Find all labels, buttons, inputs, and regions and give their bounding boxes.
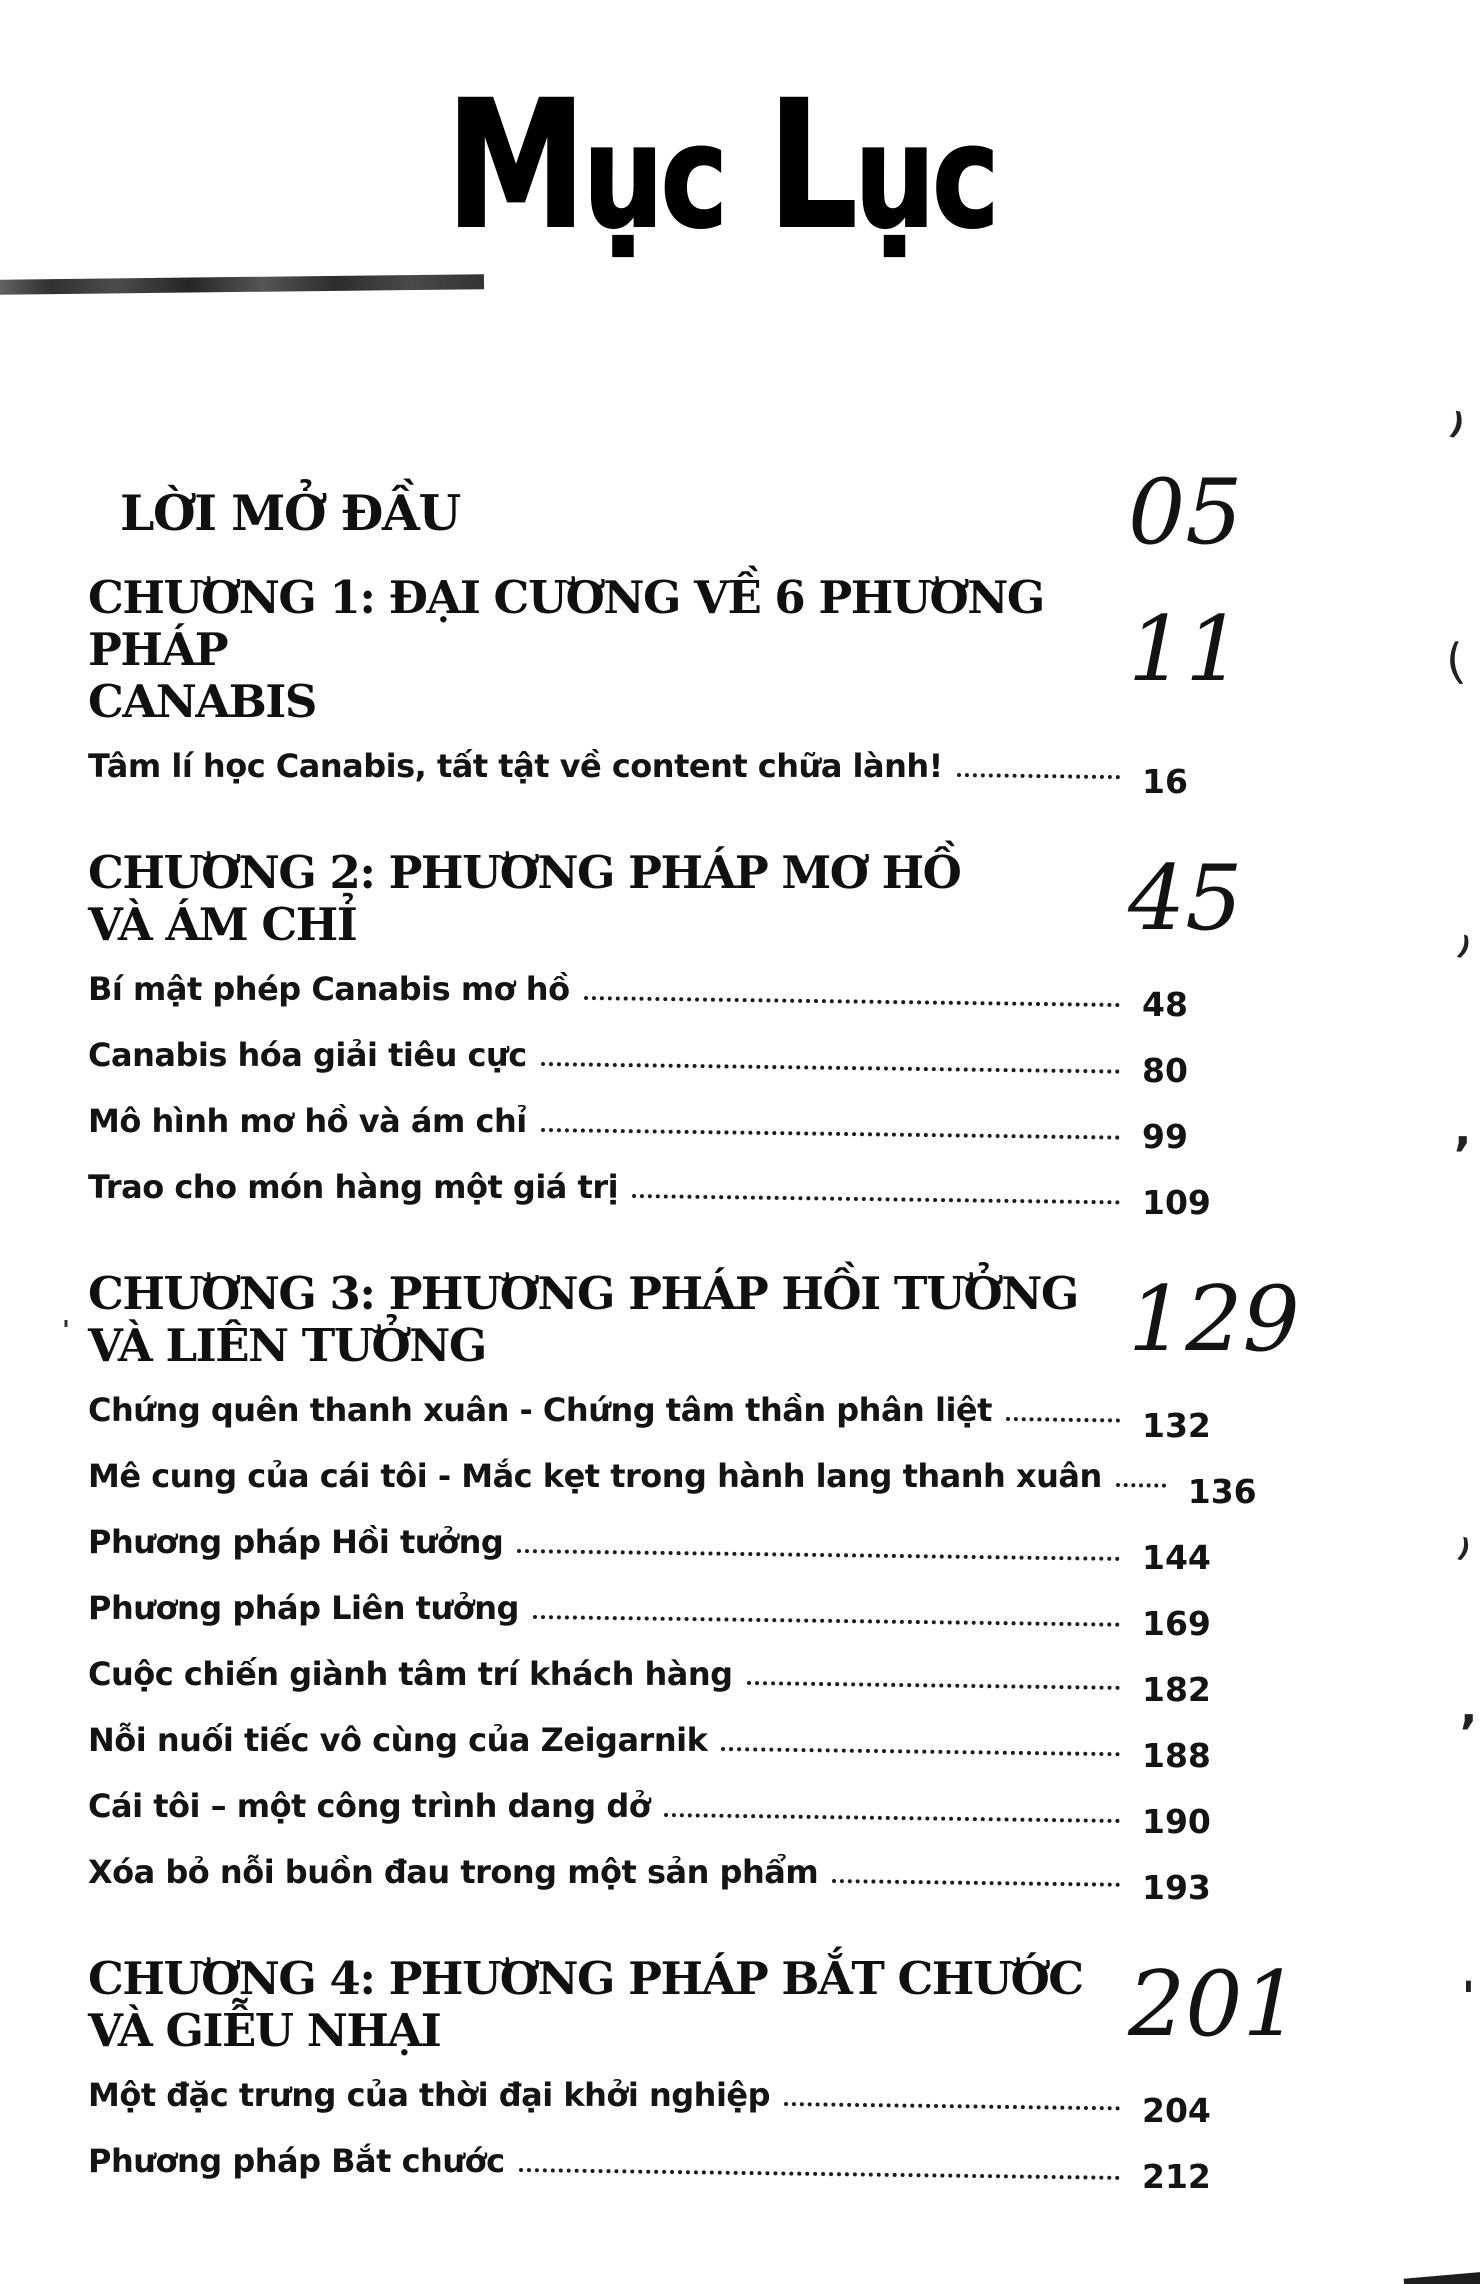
toc-chapter-row [88, 460, 1252, 565]
scan-artifact [62, 1318, 70, 1344]
dot-leader [519, 2168, 1120, 2180]
entry-title: Phương pháp Bắt chước [88, 2142, 505, 2180]
toc-entry-row [88, 746, 1252, 801]
chapter-page-number: 45 [1128, 846, 1243, 951]
toc-entry-row [88, 1390, 1252, 1445]
dot-leader [517, 1549, 1120, 1561]
chapter-heading-line: LỜI MỞ ĐẦU [120, 484, 460, 542]
chapter-page-number: 129 [1128, 1267, 1300, 1372]
title-word [446, 63, 725, 268]
scan-artifact [1462, 1976, 1475, 2018]
entry-title: Trao cho món hàng một giá trị [88, 1168, 619, 1206]
entry-title: Mê cung của cái tôi - Mắc kẹt trong hành lang thanh xuân [88, 1457, 1102, 1495]
chapter-page-number: 05 [1128, 460, 1243, 565]
title-initial-letter: L [767, 63, 855, 268]
entry-page-number: 193 [1142, 1868, 1211, 1907]
entry-title: Phương pháp Hồi tưởng [88, 1523, 504, 1561]
entry-page-number: 190 [1142, 1802, 1211, 1841]
chapter-heading [88, 484, 1128, 542]
chapter-heading [88, 1268, 1128, 1372]
entry-page-number: 204 [1142, 2091, 1211, 2130]
dot-leader [747, 1681, 1120, 1690]
toc-entry-row [88, 1101, 1252, 1156]
toc-entry-row [88, 2141, 1252, 2196]
chapter-heading-line: VÀ ÁM CHỈ [88, 898, 357, 951]
toc-entry-row [88, 1035, 1252, 1090]
entry-title: Cuộc chiến giành tâm trí khách hàng [88, 1655, 733, 1693]
scan-artifact [1447, 409, 1468, 441]
entry-page-number: 132 [1142, 1406, 1211, 1445]
dot-leader [784, 2102, 1120, 2110]
scan-artifact [1444, 637, 1468, 687]
entry-title: Canabis hóa giải tiêu cực [88, 1036, 527, 1074]
chapter-heading [88, 572, 1128, 728]
dot-leader [632, 1194, 1120, 1204]
chapter-heading-line: VÀ LIÊN TƯỞNG [88, 1319, 486, 1372]
entry-page-number: 182 [1142, 1670, 1211, 1709]
chapter-heading-line: CHƯƠNG 4: PHƯƠNG PHÁP BẮT CHƯỚC [88, 1952, 1083, 2005]
chapter-heading [88, 1953, 1128, 2057]
chapter-heading-line: CANABIS [88, 675, 316, 728]
chapter-page-number: 11 [1128, 597, 1243, 702]
entry-page-number: 212 [1142, 2157, 1211, 2196]
entry-title: Phương pháp Liên tưởng [88, 1589, 519, 1627]
entry-title: Một đặc trưng của thời đại khởi nghiệp [88, 2076, 771, 2114]
entry-title: Bí mật phép Canabis mơ hồ [88, 970, 570, 1008]
chapter-heading-line: VÀ GIỄU NHẠI [88, 2004, 441, 2057]
entry-title: Xóa bỏ nỗi buồn đau trong một sản phẩm [88, 1853, 819, 1891]
table-of-contents [88, 455, 1300, 2196]
chapter-heading-line: CHƯƠNG 2: PHƯƠNG PHÁP MƠ HỒ [88, 846, 961, 899]
dot-leader [664, 1813, 1120, 1823]
toc-entry-row [88, 969, 1252, 1024]
toc-entry-row [88, 1588, 1252, 1643]
chapter-heading-line: CHƯƠNG 3: PHƯƠNG PHÁP HỒI TƯỞNG [88, 1267, 1078, 1320]
toc-chapter-row [88, 572, 1252, 728]
entry-title: Nỗi nuối tiếc vô cùng của Zeigarnik [88, 1721, 708, 1759]
scan-artifact [1404, 2271, 1480, 2284]
chapter-heading-line: CHƯƠNG 1: ĐẠI CƯƠNG VỀ 6 PHƯƠNG PHÁP [88, 571, 1044, 676]
toc-entry-row [88, 1786, 1252, 1841]
toc-entry-row [88, 1654, 1252, 1709]
scan-artifact [1454, 933, 1473, 961]
dot-leader [1006, 1417, 1120, 1422]
entry-page-number: 48 [1142, 985, 1188, 1024]
dot-leader [832, 1879, 1120, 1887]
entry-page-number: 144 [1142, 1538, 1211, 1577]
dot-leader [957, 773, 1120, 779]
title-word [767, 63, 997, 268]
dot-leader [584, 996, 1120, 1007]
entry-title: Tâm lí học Canabis, tất tật về content chữa lành! [88, 747, 943, 785]
toc-entry-row [88, 1720, 1252, 1775]
toc-entry-row [88, 1456, 1257, 1511]
entry-page-number: 136 [1187, 1472, 1257, 1511]
chapter-heading [88, 847, 1128, 951]
entry-page-number: 109 [1142, 1183, 1211, 1222]
title-underline-bar [0, 274, 484, 295]
entry-page-number: 188 [1142, 1736, 1211, 1775]
scan-artifact [1455, 1535, 1473, 1563]
entry-page-number: 80 [1142, 1051, 1188, 1090]
entry-title: Chứng quên thanh xuân - Chứng tâm thần phân liệt [88, 1391, 992, 1429]
toc-chapter-row [88, 1267, 1300, 1372]
dot-leader [1116, 1483, 1166, 1488]
dot-leader [541, 1128, 1120, 1140]
entry-page-number: 99 [1142, 1117, 1188, 1156]
entry-title: Mô hình mơ hồ và ám chỉ [88, 1102, 527, 1140]
chapter-page-number: 201 [1128, 1952, 1300, 2057]
toc-entry-row [88, 2075, 1252, 2130]
toc-entry-row [88, 1167, 1252, 1222]
entry-page-number: 169 [1142, 1604, 1211, 1643]
scan-artifact [1460, 1684, 1477, 1730]
scan-artifact [1454, 1106, 1471, 1152]
dot-leader [541, 1062, 1120, 1074]
toc-chapter-row [88, 847, 1252, 951]
title-rest-letters: ục [582, 95, 725, 260]
dot-leader [721, 1747, 1120, 1756]
title-initial-letter: M [446, 63, 583, 268]
toc-entry-row [88, 1522, 1252, 1577]
title-rest-letters: ục [854, 95, 997, 260]
toc-entry-row [88, 1852, 1252, 1907]
entry-title: Cái tôi – một công trình dang dở [88, 1787, 651, 1825]
toc-chapter-row [88, 1952, 1300, 2057]
page-title [446, 63, 997, 268]
entry-page-number: 16 [1142, 762, 1188, 801]
dot-leader [533, 1615, 1120, 1627]
